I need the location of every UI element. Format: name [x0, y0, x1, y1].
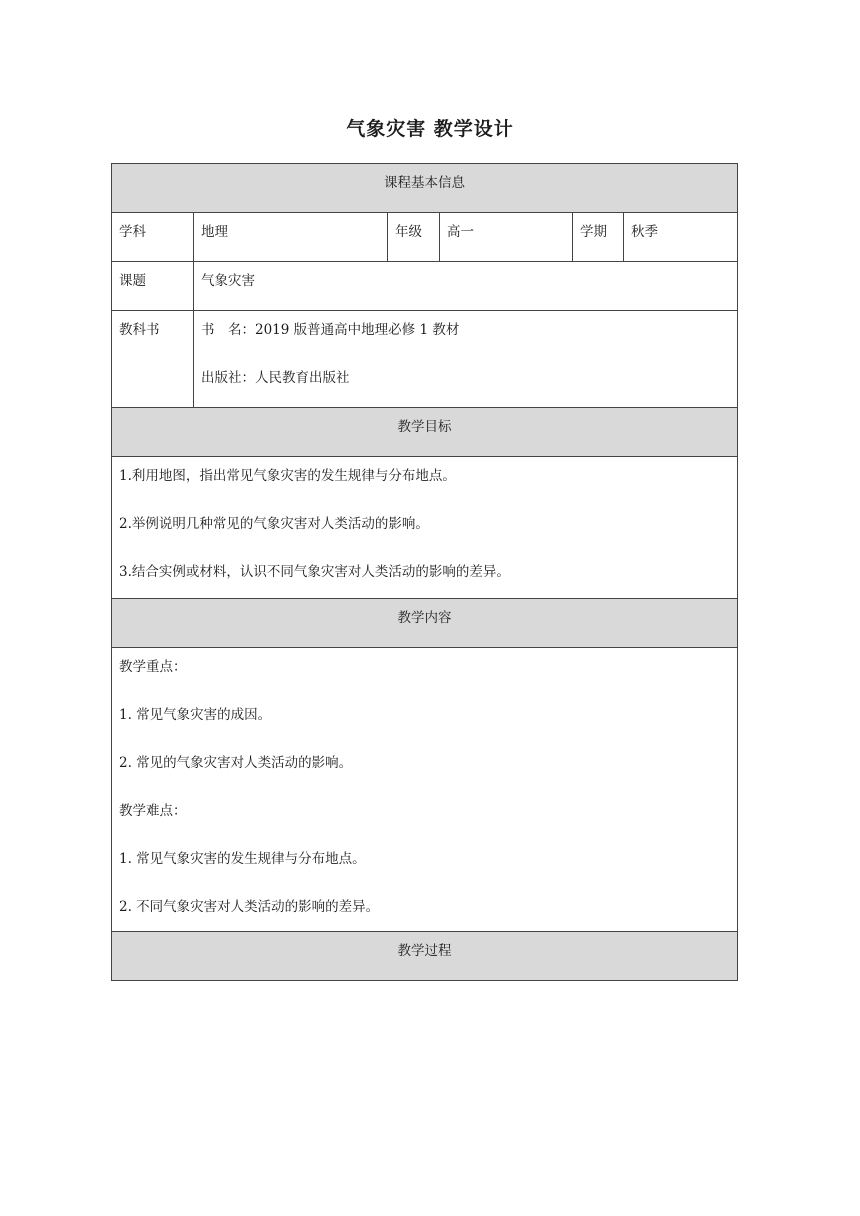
textbook-name: 书 名：2019 版普通高中地理必修 1 教材 — [201, 322, 460, 338]
subject-label: 学科 — [112, 213, 194, 262]
content-header: 教学内容 — [112, 599, 738, 648]
textbook-label: 教科书 — [112, 311, 194, 408]
objectives-header: 教学目标 — [112, 408, 738, 457]
textbook-row — [112, 311, 738, 408]
difficult-points-label: 教学难点： — [119, 803, 187, 819]
process-header: 教学过程 — [112, 932, 738, 981]
objective-item: 3.结合实例或材料，认识不同气象灾害对人类活动的影响的差异。 — [119, 564, 510, 580]
objective-item: 1.利用地图，指出常见气象灾害的发生规律与分布地点。 — [119, 468, 456, 484]
subject-value: 地理 — [194, 213, 388, 262]
key-point-item: 1. 常见气象灾害的成因。 — [119, 707, 272, 723]
topic-label: 课题 — [112, 262, 194, 311]
lesson-plan-table — [111, 163, 738, 981]
key-points-label: 教学重点： — [119, 659, 187, 675]
topic-row — [112, 262, 738, 311]
basic-info-header: 课程基本信息 — [112, 164, 738, 213]
difficult-point-item: 1. 常见气象灾害的发生规律与分布地点。 — [119, 851, 366, 867]
page-title: 气象灾害 教学设计 — [346, 118, 514, 140]
grade-label: 年级 — [388, 213, 440, 262]
objectives-list — [112, 457, 738, 599]
textbook-details — [194, 311, 738, 408]
term-label: 学期 — [573, 213, 624, 262]
content-body — [112, 648, 738, 932]
objective-item: 2.举例说明几种常见的气象灾害对人类活动的影响。 — [119, 516, 429, 532]
difficult-point-item: 2. 不同气象灾害对人类活动的影响的差异。 — [119, 899, 380, 915]
key-point-item: 2. 常见的气象灾害对人类活动的影响。 — [119, 755, 353, 771]
grade-value: 高一 — [440, 213, 573, 262]
topic-value: 气象灾害 — [194, 262, 738, 311]
basic-info-row — [112, 213, 738, 262]
term-value: 秋季 — [624, 213, 738, 262]
textbook-publisher: 出版社：人民教育出版社 — [201, 370, 350, 386]
